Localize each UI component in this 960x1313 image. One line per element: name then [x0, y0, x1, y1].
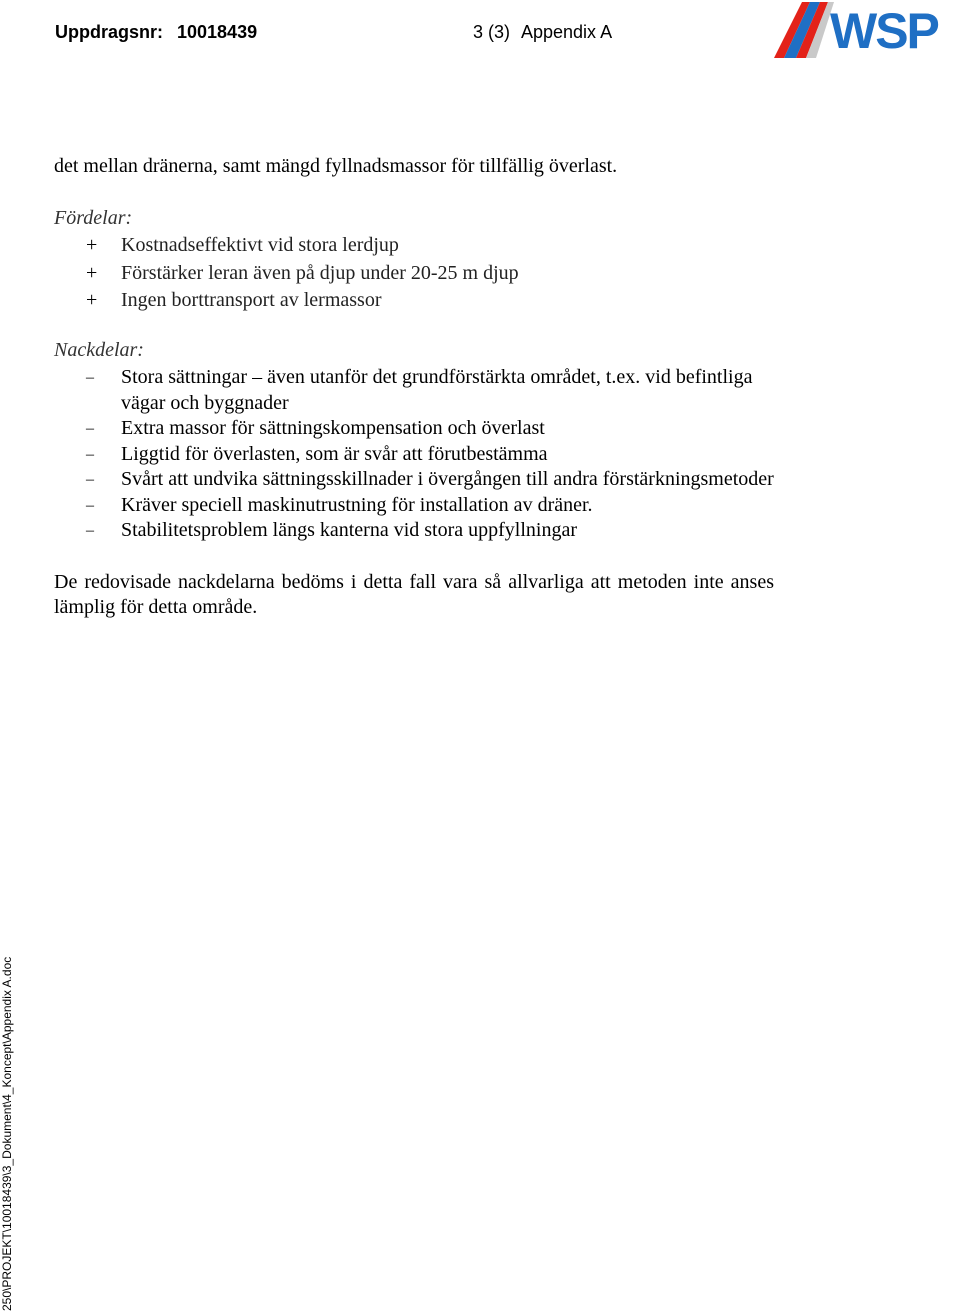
conclusion-paragraph: De redovisade nackdelarna bedöms i detta fall vara så allvarliga att metoden inte anses lämplig för detta område.	[54, 570, 774, 618]
list-item: – Stabilitetsproblem längs kanterna vid stora uppfyllningar	[54, 518, 774, 544]
dash-icon: –	[86, 445, 94, 463]
dash-icon: –	[86, 420, 94, 437]
plus-icon: +	[86, 234, 98, 256]
assignment-label: Uppdragsnr:	[55, 22, 163, 42]
intro-paragraph: det mellan dränerna, samt mängd fyllnadsmassor för tillfällig överlast.	[54, 155, 618, 177]
pros-list	[54, 233, 774, 314]
document-body	[54, 154, 774, 621]
svg-text:WSP: WSP	[830, 3, 938, 59]
list-item: + Förstärker leran även på djup under 20-25 m djup	[54, 261, 774, 287]
pros-title: Fördelar:	[54, 206, 133, 229]
file-path-footer: 250\PROJEKT\10018439\3_Dokument\4_Koncept\Appendix A.doc	[0, 956, 14, 1311]
dash-icon: –	[86, 471, 94, 488]
appendix-label: Appendix A	[521, 22, 613, 42]
plus-icon: +	[86, 289, 98, 311]
dash-icon: –	[86, 369, 94, 386]
list-item: – Kräver speciell maskinutrustning för installation av dräner.	[54, 493, 774, 519]
wsp-logo-icon	[772, 0, 960, 62]
list-item: – Stora sättningar – även utanför det grundförstärkta området, t.ex. vid befintliga vägar och byggnader	[86, 366, 753, 414]
cons-list	[54, 365, 774, 544]
assignment-number: 10018439	[177, 22, 258, 42]
page-number: 3 (3)	[473, 22, 511, 42]
list-item: – Extra massor för sättningskompensation och överlast	[54, 416, 774, 442]
cons-title: Nackdelar:	[54, 338, 144, 361]
dash-icon: –	[86, 522, 94, 539]
list-item: – Liggtid för överlasten, som är svår att förutbestämma	[54, 442, 774, 468]
list-item: + Kostnadseffektivt vid stora lerdjup	[54, 233, 774, 259]
dash-icon: –	[86, 496, 94, 514]
list-item: – Svårt att undvika sättningsskillnader i övergången till andra förstärkningsmetoder	[54, 467, 774, 493]
plus-icon: +	[86, 261, 98, 284]
list-item: + Ingen borttransport av lermassor	[54, 288, 774, 314]
